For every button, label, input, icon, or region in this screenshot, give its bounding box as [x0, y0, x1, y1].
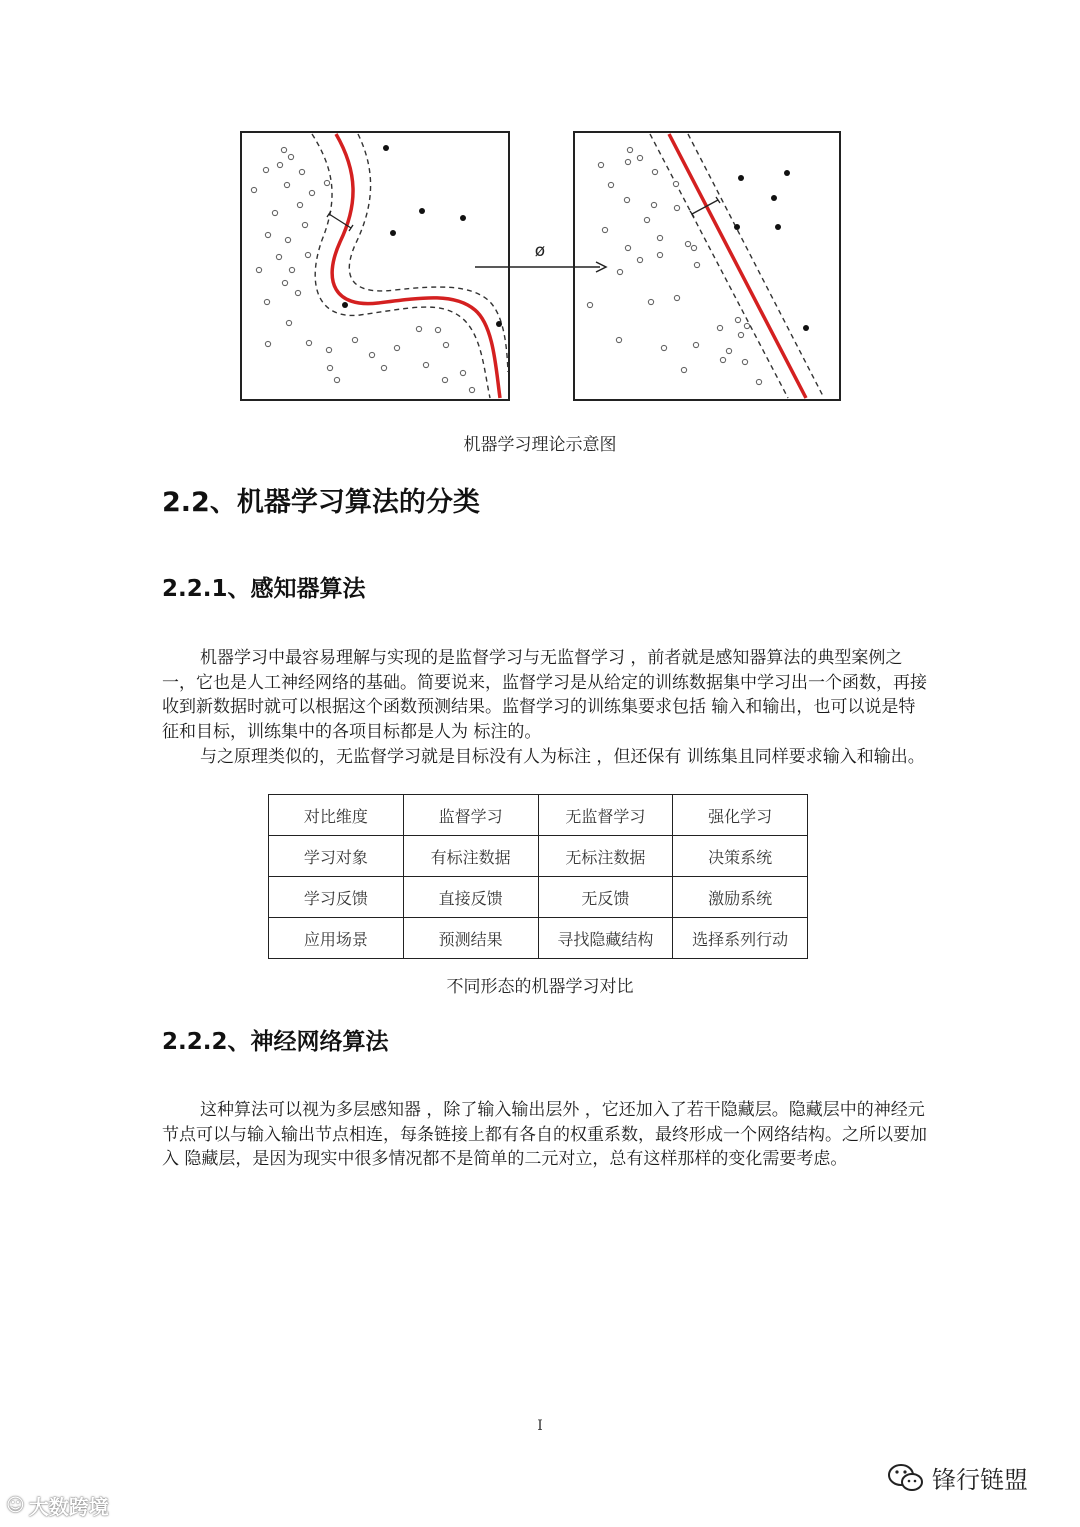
table-cell: 有标注数据 [403, 836, 538, 877]
table-caption: 不同形态的机器学习对比 [446, 977, 634, 997]
page-number: I [537, 1418, 543, 1434]
table-cell: 预测结果 [403, 918, 538, 959]
table-cell: 直接反馈 [403, 877, 538, 918]
table-cell: 无反馈 [538, 877, 673, 918]
perceptron-paragraph-2: 与之原理类似的，无监督学习就是目标没有人为标注 ，但还保有 训练集且同样要求输入和输出。 [200, 747, 925, 767]
table-cell: 学习对象 [269, 836, 404, 877]
table-cell: 决策系统 [673, 836, 808, 877]
table-cell: 选择系列行动 [673, 918, 808, 959]
table-row [269, 795, 808, 836]
table-cell: 应用场景 [269, 918, 404, 959]
left-panel-frame [241, 132, 509, 400]
watermark-right-text: 锋行链盟 [932, 1466, 1028, 1494]
table-cell: 对比维度 [269, 795, 404, 836]
perceptron-paragraph-1: 机器学习中最容易理解与实现的是监督学习与无监督学习 ，前者就是感知器算法的典型案例之一，它也是人工神经网络的基础。简要说来，监督学习是从给定的训练数据集中学习出一个函数，再接收到新数据时就可以根据这个函数预测结果。监督学习的训练集要求包括 输入和输出，也可以说是特征和目标，训练集中的各项目标都是人为 标注的。 [162, 648, 927, 742]
arrow-label: ø [534, 241, 546, 261]
table-row [269, 836, 808, 877]
table-cell: 无监督学习 [538, 795, 673, 836]
section-title: 2.2、机器学习算法的分类 [162, 487, 480, 518]
table-cell: 学习反馈 [269, 877, 404, 918]
table-cell: 强化学习 [673, 795, 808, 836]
figure-caption: 机器学习理论示意图 [463, 435, 617, 455]
right-panel-frame [574, 132, 840, 400]
subsection-title-neural-network: 2.2.2、神经网络算法 [162, 1029, 389, 1055]
table-cell: 激励系统 [673, 877, 808, 918]
weibo-logo-icon: ☺ [6, 1495, 25, 1516]
watermark-right [886, 1460, 1028, 1495]
comparison-table [268, 794, 808, 959]
ml-theory-figure [0, 0, 1080, 420]
wechat-icon [886, 1462, 926, 1494]
neural-network-paragraph: 这种算法可以视为多层感知器 ，除了输入输出层外 ，它还加入了若干隐藏层。隐藏层中的神经元节点可以与输入输出节点相连，每条链接上都有各自的权重系数，最终形成一个网络结构。之所以要加入 隐藏层，是因为现实中很多情况都不是简单的二元对立，总有这样那样的变化需要考虑。 [162, 1100, 927, 1170]
table-row [269, 918, 808, 959]
table-cell: 寻找隐藏结构 [538, 918, 673, 959]
watermark-left [6, 1491, 109, 1520]
table-cell: 无标注数据 [538, 836, 673, 877]
table-row [269, 877, 808, 918]
subsection-title-perceptron: 2.2.1、感知器算法 [162, 576, 366, 602]
watermark-left-text: 大数跨境 [28, 1495, 109, 1519]
table-cell: 监督学习 [403, 795, 538, 836]
